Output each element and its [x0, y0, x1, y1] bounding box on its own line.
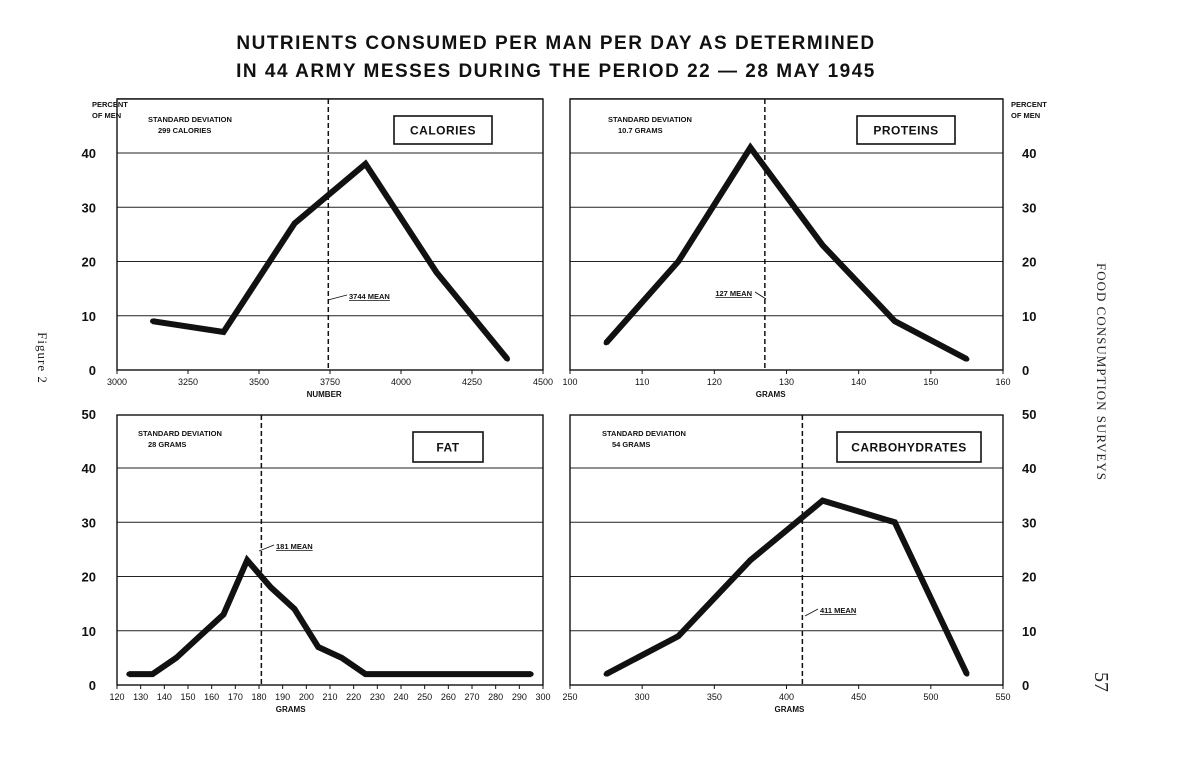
carbohydrates-x-axis-label: GRAMS — [774, 705, 805, 714]
fat-data-point — [197, 634, 202, 639]
fat-x-tick-label: 270 — [464, 692, 480, 702]
y-tick-label: 10 — [1022, 308, 1037, 324]
y-tick-label: 40 — [81, 146, 96, 161]
y-tick-label: 30 — [1022, 200, 1037, 216]
fat-data-point — [174, 655, 179, 660]
carbohydrates-data-point — [676, 634, 681, 639]
fat-data-point — [481, 672, 486, 677]
proteins-mean-label: 127 MEAN — [715, 289, 752, 298]
fat-data-point — [126, 672, 131, 677]
fat-data-point — [292, 607, 297, 612]
proteins-x-tick-label: 150 — [923, 377, 939, 387]
carbohydrates-data-point — [964, 672, 969, 677]
chart-title-line2: IN 44 ARMY MESSES DURING THE PERIOD 22 — 28 MAY 1945 — [236, 61, 876, 82]
calories-label: CALORIES — [409, 123, 477, 138]
proteins-data-point — [748, 145, 753, 150]
side-caption-left: Figure 2 — [35, 332, 50, 384]
y-axis-label-left-line1: PERCENT — [92, 100, 128, 109]
carbohydrates-mean-label: 411 MEAN — [820, 606, 857, 615]
carbohydrates-x-tick-label: 500 — [923, 692, 939, 702]
fat-sd-value: 28 GRAMS — [148, 440, 187, 449]
fat-x-tick-label: 150 — [180, 692, 196, 702]
fat-x-tick-label: 280 — [488, 692, 504, 702]
carbohydrates-mean-leader — [805, 609, 818, 616]
proteins-label: PROTEINS — [873, 123, 939, 138]
carbohydrates-sd-value: 54 GRAMS — [612, 440, 651, 449]
proteins-data-point — [964, 357, 969, 362]
fat-data-point — [434, 672, 439, 677]
calories-x-tick-label: 3500 — [248, 377, 270, 387]
fat-x-tick-label: 130 — [133, 692, 149, 702]
fat-x-tick-label: 230 — [369, 692, 385, 702]
y-tick-label: 50 — [1022, 406, 1037, 422]
y-tick-label: 20 — [81, 569, 96, 585]
fat-x-axis-label: GRAMS — [275, 705, 306, 714]
fat-x-tick-label: 180 — [251, 692, 267, 702]
carbohydrates-data-point — [604, 672, 609, 677]
proteins-x-tick-label: 130 — [778, 377, 795, 387]
calories-x-tick-label: 4250 — [461, 377, 483, 387]
fat-data-point — [458, 672, 463, 677]
proteins-series-line — [606, 148, 967, 360]
fat-x-tick-label: 140 — [156, 692, 172, 702]
proteins-x-tick-label: 140 — [851, 377, 867, 387]
calories-x-tick-label: 4500 — [532, 377, 554, 387]
y-tick-label: 30 — [81, 515, 96, 531]
y-tick-label: 20 — [1022, 569, 1037, 585]
fat-sd-label: STANDARD DEVIATION — [138, 429, 222, 438]
proteins-x-axis-label: GRAMS — [755, 390, 786, 399]
calories-data-point — [505, 357, 510, 362]
fat-data-point — [150, 672, 155, 677]
y-tick-label: 0 — [1022, 678, 1030, 693]
y-tick-label: 10 — [81, 308, 96, 324]
calories-mean-leader — [328, 295, 347, 300]
y-tick-label: 10 — [1022, 623, 1037, 639]
fat-x-tick-label: 160 — [204, 692, 220, 702]
carbohydrates-x-tick-label: 300 — [634, 692, 650, 702]
carbohydrates-data-point — [892, 520, 897, 525]
proteins-sd-label: STANDARD DEVIATION — [608, 115, 692, 124]
carbohydrates-data-point — [748, 558, 753, 563]
y-axis-label-right-line1: PERCENT — [1011, 100, 1047, 109]
y-ticks-right-bottom — [1022, 407, 1036, 693]
y-tick-label: 20 — [81, 254, 96, 270]
y-ticks-left-top — [82, 146, 96, 378]
calories-data-point — [434, 270, 439, 275]
calories-data-point — [150, 319, 155, 324]
carbohydrates-sd-label: STANDARD DEVIATION — [602, 429, 686, 438]
proteins-data-point — [892, 319, 897, 324]
fat-data-point — [363, 672, 368, 677]
chart-panel-fat — [109, 415, 550, 714]
carbohydrates-data-point — [820, 498, 825, 503]
fat-x-tick-label: 170 — [227, 692, 243, 702]
calories-x-tick-label: 3250 — [177, 377, 199, 387]
y-tick-label: 30 — [81, 200, 96, 216]
y-axis-label-right-line2: OF MEN — [1011, 111, 1041, 120]
y-tick-label: 40 — [1022, 461, 1037, 476]
calories-x-tick-label: 4000 — [390, 377, 412, 387]
carbohydrates-x-tick-label: 400 — [778, 692, 795, 702]
fat-data-point — [529, 672, 534, 677]
calories-x-axis-label: NUMBER — [306, 390, 342, 399]
proteins-data-point — [820, 243, 825, 248]
calories-x-tick-label: 3000 — [106, 377, 128, 387]
proteins-x-tick-label: 120 — [706, 377, 722, 387]
fat-data-point — [316, 645, 321, 650]
fat-data-point — [268, 585, 273, 590]
fat-mean-label: 181 MEAN — [276, 542, 313, 551]
fat-x-tick-label: 220 — [346, 692, 362, 702]
fat-x-tick-label: 260 — [440, 692, 456, 702]
fat-x-tick-label: 190 — [275, 692, 291, 702]
y-tick-label: 20 — [1022, 254, 1037, 270]
side-caption-right: FOOD CONSUMPTION SURVEYS — [1094, 263, 1109, 481]
fat-x-tick-label: 300 — [535, 692, 551, 702]
calories-sd-label: STANDARD DEVIATION — [148, 115, 232, 124]
fat-series-line — [129, 560, 531, 674]
carbohydrates-x-tick-label: 550 — [995, 692, 1011, 702]
carbohydrates-x-tick-label: 250 — [562, 692, 578, 702]
proteins-sd-value: 10.7 GRAMS — [618, 126, 663, 135]
carbohydrates-x-tick-label: 450 — [851, 692, 867, 702]
fat-label: FAT — [436, 440, 460, 455]
y-tick-label: 50 — [81, 406, 96, 422]
calories-data-point — [221, 330, 226, 335]
y-tick-label: 0 — [88, 678, 96, 693]
y-tick-label: 10 — [81, 623, 96, 639]
calories-mean-label: 3744 MEAN — [349, 292, 390, 301]
fat-x-tick-label: 290 — [511, 692, 527, 702]
fat-data-point — [387, 672, 392, 677]
y-tick-label: 30 — [1022, 515, 1037, 531]
chart-title-line1: NUTRIENTS CONSUMED PER MAN PER DAY AS DETERMINED — [236, 33, 876, 54]
fat-x-tick-label: 200 — [298, 692, 314, 702]
fat-x-tick-label: 240 — [393, 692, 409, 702]
y-tick-label: 40 — [81, 461, 96, 476]
y-ticks-left-bottom — [82, 407, 96, 693]
chart-panel-carbohydrates — [562, 415, 1010, 714]
calories-data-point — [292, 221, 297, 226]
fat-data-point — [245, 558, 250, 563]
chart-panel-proteins — [562, 99, 1010, 399]
y-ticks-right-top — [1022, 146, 1036, 378]
y-tick-label: 0 — [88, 363, 96, 378]
carbohydrates-series-line — [606, 501, 967, 674]
y-axis-label-left-line2: OF MEN — [92, 111, 122, 120]
fat-x-tick-label: 250 — [417, 692, 433, 702]
calories-data-point — [363, 161, 368, 166]
y-tick-label: 0 — [1022, 363, 1030, 378]
fat-data-point — [339, 655, 344, 660]
fat-x-tick-label: 120 — [109, 692, 125, 702]
fat-x-tick-label: 210 — [322, 692, 338, 702]
carbohydrates-label: CARBOHYDRATES — [851, 440, 967, 455]
fat-data-point — [221, 612, 226, 617]
calories-sd-value: 299 CALORIES — [158, 126, 212, 135]
fat-data-point — [505, 672, 510, 677]
proteins-x-tick-label: 110 — [634, 377, 650, 387]
proteins-x-tick-label: 160 — [995, 377, 1011, 387]
proteins-data-point — [676, 259, 681, 264]
proteins-data-point — [604, 340, 609, 345]
fat-data-point — [410, 672, 415, 677]
proteins-x-tick-label: 100 — [562, 377, 578, 387]
carbohydrates-x-tick-label: 350 — [706, 692, 722, 702]
calories-x-tick-label: 3750 — [319, 377, 341, 387]
chart-panel-calories — [107, 99, 553, 399]
page-number: 57 — [1090, 672, 1112, 692]
y-tick-label: 40 — [1022, 146, 1037, 161]
